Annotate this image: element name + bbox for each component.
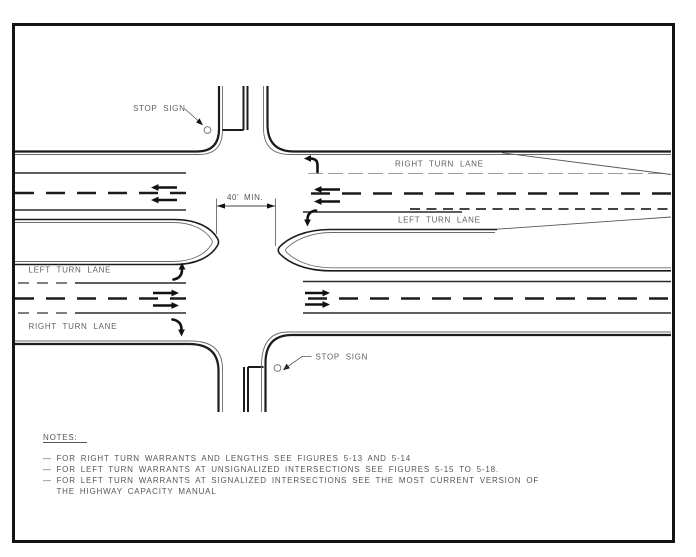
note-item: FOR LEFT TURN WARRANTS AT SIGNALIZED INTERSECTIONS SEE THE MOST CURRENT VERSION OF xyxy=(56,476,540,485)
note-item: THE HIGHWAY CAPACITY MANUAL xyxy=(56,487,217,496)
note-bullet: — xyxy=(43,465,52,474)
stop-sign-south-label: STOP SIGN xyxy=(315,352,369,362)
east-left-turn-lane-label: LEFT TURN LANE xyxy=(398,215,481,225)
west-left-turn-lane-label: LEFT TURN LANE xyxy=(28,265,112,275)
stop-sign-south-symbol xyxy=(274,365,281,372)
east-right-turn-lane-label: RIGHT TURN LANE xyxy=(395,159,484,169)
notes-heading: NOTES: xyxy=(43,433,78,442)
stop-sign-north-symbol xyxy=(204,127,211,134)
stop-sign-north-label: STOP SIGN xyxy=(133,104,186,113)
note-item: FOR LEFT TURN WARRANTS AT UNSIGNALIZED INTERSECTIONS SEE FIGURES 5-15 TO 5-18. xyxy=(56,465,499,474)
note-item: FOR RIGHT TURN WARRANTS AND LENGTHS SEE FIGURES 5-13 AND 5-14 xyxy=(56,454,411,463)
note-bullet: — xyxy=(43,454,52,463)
west-right-turn-lane-label: RIGHT TURN LANE xyxy=(28,322,118,331)
note-bullet: — xyxy=(43,476,52,485)
dimension-text: 40' MIN. xyxy=(227,193,264,202)
